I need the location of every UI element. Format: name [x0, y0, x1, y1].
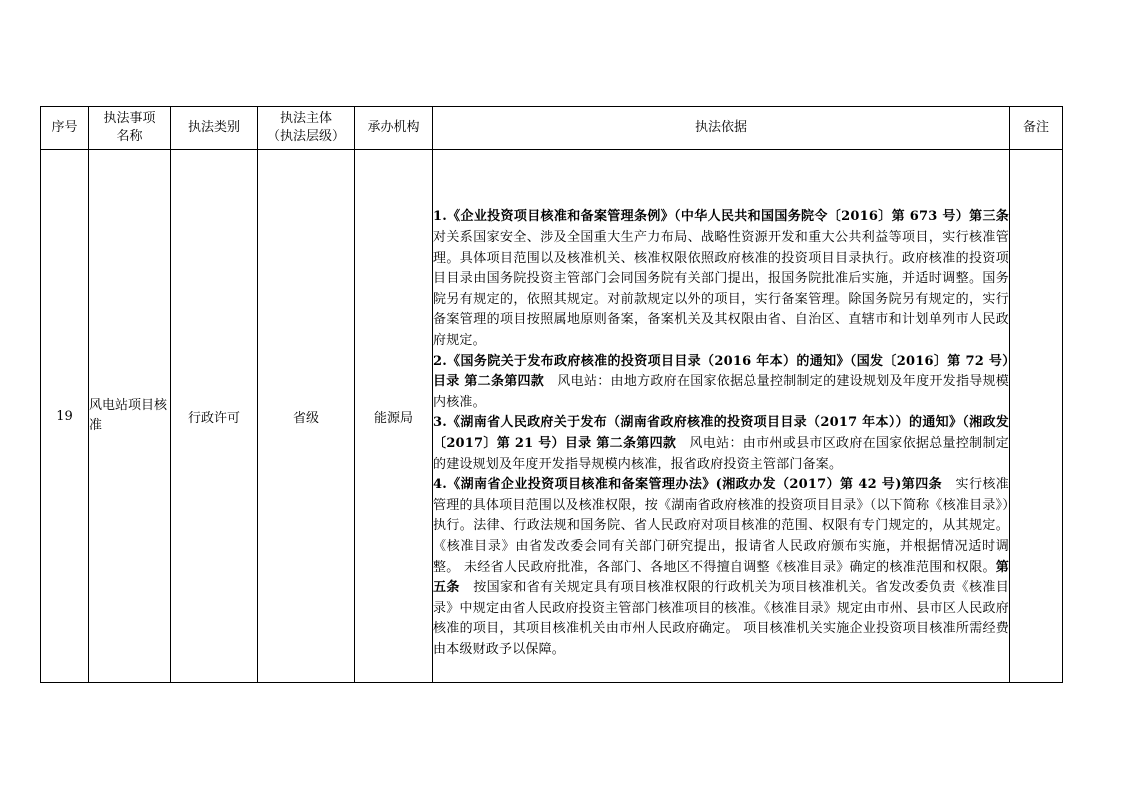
header-item-name	[89, 107, 171, 150]
basis-2-title: 2.《国务院关于发布政府核准的投资项目目录（2016 年本）的通知》（国发〔2016〕第 72 号）目录 第二条第四款	[433, 353, 1009, 390]
basis-2-body: 风电站：由地方政府在国家依据总量控制制定的建设规划及年度开发指导规模内核准。	[433, 374, 1009, 410]
basis-text	[433, 207, 1009, 660]
basis-clause-3	[433, 413, 1009, 475]
basis-4-title: 4.《湖南省企业投资项目核准和备案管理办法》(湘政办发（2017）第 42 号)第四条	[433, 477, 943, 493]
cell-category: 行政许可	[171, 150, 258, 683]
enforcement-table	[40, 106, 1063, 683]
cell-subject: 省级	[258, 150, 355, 683]
basis-1-body: 对关系国家安全、涉及全国重大生产力布局、战略性资源开发和重大公共利益等项目，实行核准管理。具体项目范围以及核准机关、核准权限依照政府核准的投资项目目录执行。政府核准的投资项目目录由国务院投资主管部门会同国务院有关部门提出，报国务院批准后实施，并适时调整。国务院另有规定的，依照其规定。对前款规定以外的项目，实行备案管理。除国务院另有规定的，实行备案管理的项目按照属地原则备案，备案机关及其权限由省、自治区、直辖市和计划单列市人民政府规定。	[433, 230, 1009, 349]
basis-3-body: 风电站：由市州或县市区政府在国家依据总量控制制定的建设规划及年度开发指导规模内核准，报省政府投资主管部门备案。	[433, 436, 1009, 472]
header-subject-line2: （执法层级）	[266, 129, 345, 144]
header-row	[41, 107, 1063, 150]
cell-basis	[433, 150, 1010, 683]
cell-item-name: 风电站项目核准	[89, 150, 171, 683]
cell-seq: 19	[41, 150, 89, 683]
basis-clause-2	[433, 352, 1009, 414]
table-row	[41, 150, 1063, 683]
header-basis: 执法依据	[433, 107, 1010, 150]
header-remarks: 备注	[1010, 107, 1063, 150]
basis-3-title: 3.《湖南省人民政府关于发布（湖南省政府核准的投资项目目录（2017 年本））的通知》（湘政发〔2017〕第 21 号）目录 第二条第四款	[433, 415, 1009, 451]
header-seq: 序号	[41, 107, 89, 150]
header-item-name-line2: 名称	[116, 129, 143, 144]
header-item-name-line1: 执法事项	[103, 111, 156, 126]
basis-4-body: 实行核准管理的具体项目范围以及核准权限，按《湖南省政府核准的投资项目目录》（以下简称《核准目录》）执行。法律、行政法规和国务院、省人民政府对项目核准的范围、权限有专门规定的，从其规定。 《核准目录》由省发改委会同有关部门研究提出，报请省人民政府颁布实施，并根据情况适时调整。 未经省人民政府批准，各部门、各地区不得擅自调整《核准目录》确定的核准范围和权限。	[433, 477, 1009, 575]
header-subject-line1: 执法主体	[279, 111, 332, 126]
header-subject	[258, 107, 355, 150]
basis-4-body2: 按国家和省有关规定具有项目核准权限的行政机关为项目核准机关。省发改委负责《核准目录》中规定由省人民政府投资主管部门核准项目的核准。《核准目录》规定由市州、县市区人民政府核准的项目，其项目核准机关由市州人民政府确定。 项目核准机关实施企业投资项目核准所需经费由本级财政予以保障。	[433, 580, 1009, 657]
header-category: 执法类别	[171, 107, 258, 150]
basis-1-title: 1.《企业投资项目核准和备案管理条例》（中华人民共和国国务院令〔2016〕第 673 号）第三条	[433, 209, 1009, 225]
cell-agency: 能源局	[355, 150, 433, 683]
basis-clause-4	[433, 475, 1009, 660]
basis-clause-1	[433, 207, 1009, 351]
basis-4-title2: 第五条	[433, 559, 1009, 596]
header-agency: 承办机构	[355, 107, 433, 150]
cell-remarks	[1010, 150, 1063, 683]
